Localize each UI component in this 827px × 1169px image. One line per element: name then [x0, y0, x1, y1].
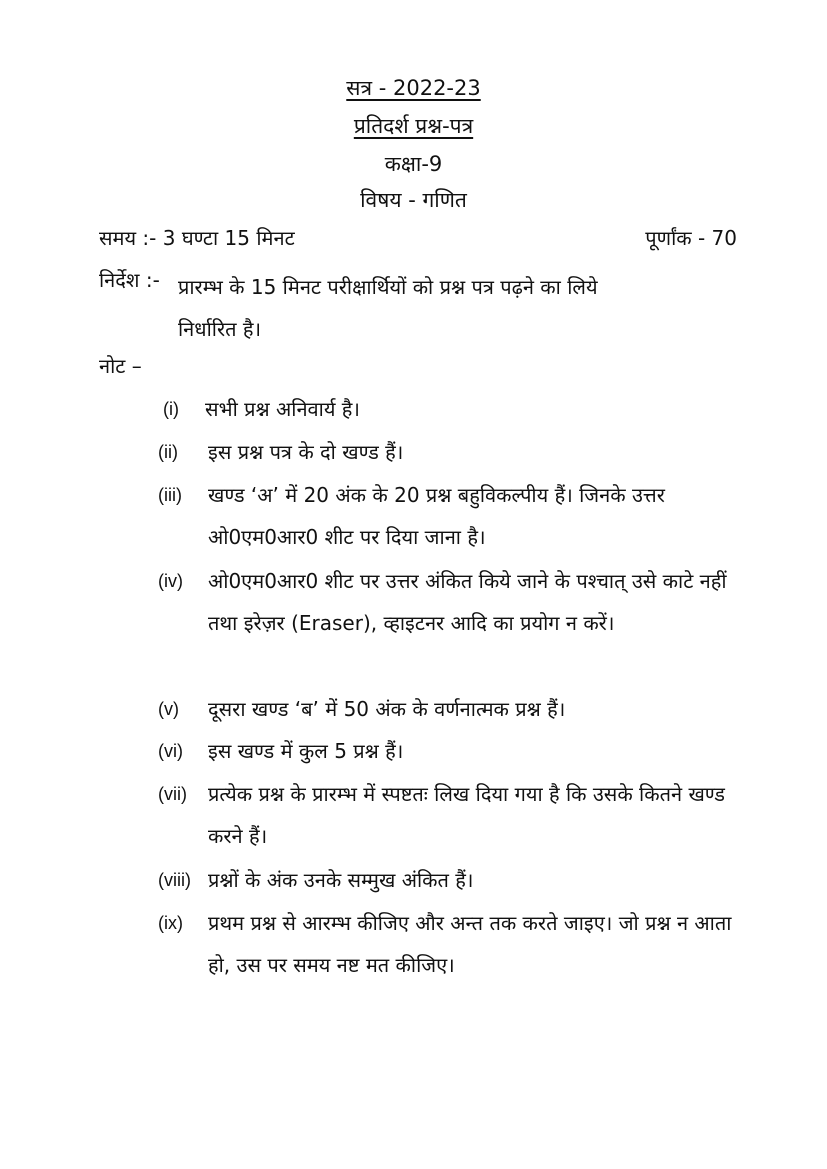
note-item-number: (ix)	[158, 913, 183, 933]
class-heading: कक्षा-9	[384, 152, 443, 176]
note-item-text: इस प्रश्न पत्र के दो खण्ड हैं।	[208, 440, 404, 464]
note-item-text: दूसरा खण्ड ‘ब’ में 50 अंक के वर्णनात्मक प्रश्न हैं।	[208, 697, 566, 721]
note-item-number: (iv)	[158, 571, 183, 591]
note-item-text: सभी प्रश्न अनिवार्य है।	[205, 397, 361, 421]
note-item-text: खण्ड ‘अ’ में 20 अंक के 20 प्रश्न बहुविकल्पीय हैं। जिनके उत्तर ओ0एम0आर0 शीट पर दिया जाना है।	[208, 483, 665, 549]
note-item-text: ओ0एम0आर0 शीट पर उत्तर अंकित किये जाने के पश्चात् उसे काटे नहीं तथा इरेज़र (Eraser), व्हाइटनर आदि का प्रयोग न करें।	[208, 569, 727, 635]
note-item-text: प्रथम प्रश्न से आरम्भ कीजिए और अन्त तक करते जाइए। जो प्रश्न न आता हो, उस पर समय नष्ट मत कीजिए।	[208, 911, 732, 977]
note-item-number: (i)	[163, 399, 179, 419]
note-item-number: (ii)	[158, 442, 178, 462]
note-item-text: प्रश्नों के अंक उनके सम्मुख अंकित हैं।	[208, 868, 474, 892]
instruction-line-1: प्रारम्भ के 15 मिनट परीक्षार्थियों को प्रश्न पत्र पढ़ने का लिये	[178, 275, 598, 299]
session-heading	[0, 74, 827, 102]
max-marks: पूर्णांक - 70	[645, 226, 737, 250]
note-item-number: (v)	[158, 699, 179, 719]
instruction-text	[178, 266, 738, 350]
note-label: नोट –	[99, 354, 142, 378]
instruction-label: निर्देश :-	[99, 268, 160, 292]
note-item-text: इस खण्ड में कुल 5 प्रश्न हैं।	[208, 739, 404, 763]
note-item-number: (iii)	[158, 485, 182, 505]
note-item-number: (vi)	[158, 741, 183, 761]
note-item-number: (vii)	[158, 784, 187, 804]
exam-time: समय :- 3 घण्टा 15 मिनट	[99, 226, 295, 250]
instruction-line-2: निर्धारित है।	[178, 317, 262, 341]
paper-type-text: प्रतिदर्श प्रश्न-पत्र	[353, 114, 474, 138]
session-text: सत्र - 2022-23	[346, 76, 481, 100]
paper-type-heading	[0, 112, 827, 140]
note-item-text: प्रत्येक प्रश्न के प्रारम्भ में स्पष्टतः लिख दिया गया है कि उसके कितने खण्ड करने हैं।	[208, 782, 726, 848]
subject-heading: विषय - गणित	[360, 188, 467, 212]
note-item-number: (viii)	[158, 870, 191, 890]
